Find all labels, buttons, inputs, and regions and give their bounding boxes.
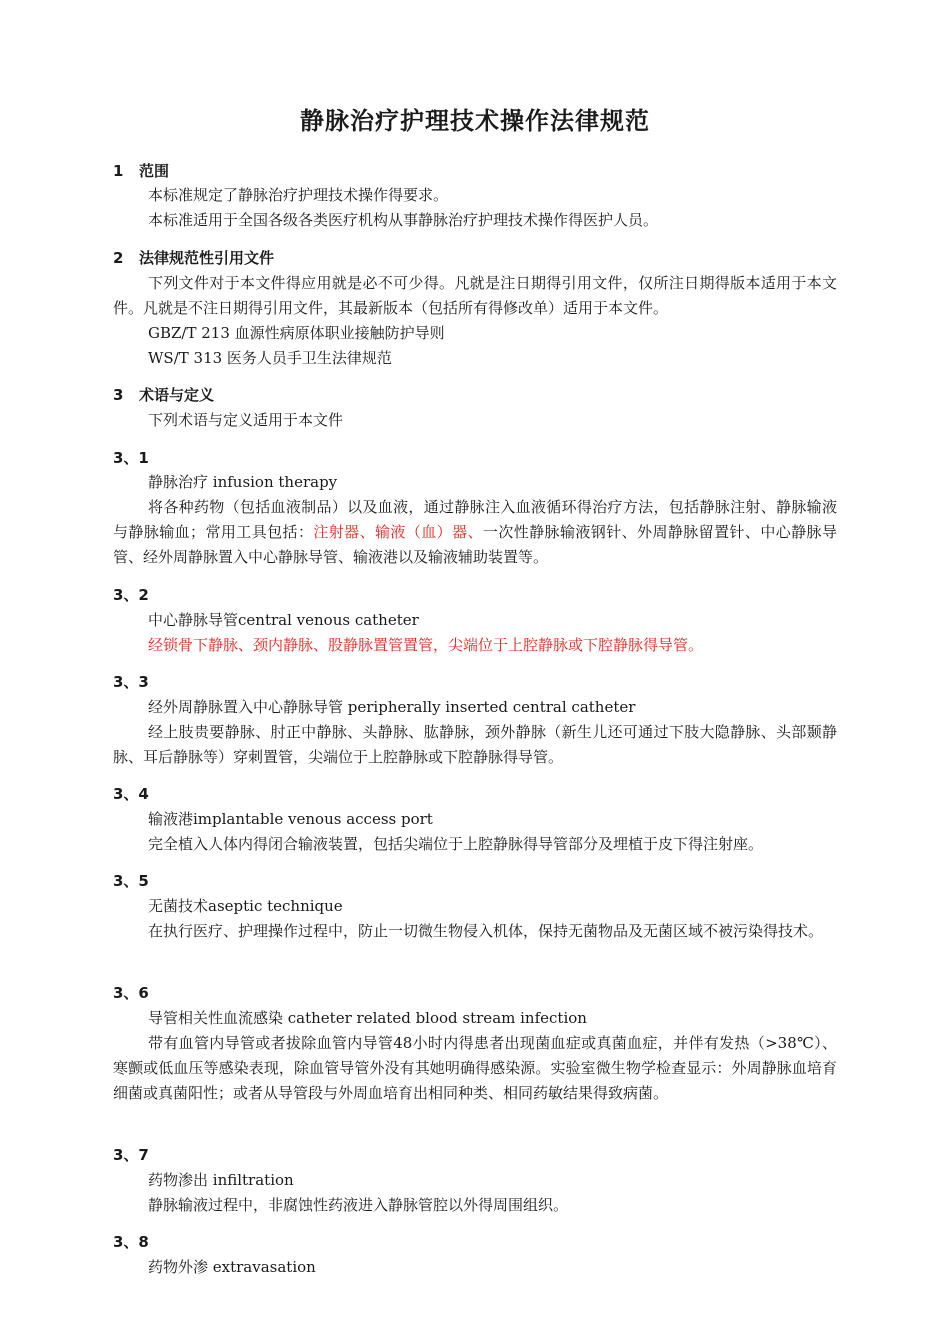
term-name: 输液港implantable venous access port	[148, 810, 433, 828]
term-name: 经外周静脉置入中心静脉导管 peripherally inserted central catheter	[148, 698, 636, 716]
term-number: 3、6	[113, 984, 149, 1002]
term-number: 3、8	[113, 1233, 149, 1251]
paragraph: 本标准适用于全国各级各类医疗机构从事静脉治疗护理技术操作得医护人员。	[148, 211, 659, 229]
term-name: 无菌技术aseptic technique	[148, 897, 343, 915]
term-name: 中心静脉导管central venous catheter	[148, 611, 419, 629]
term-number: 3、3	[113, 673, 149, 691]
term-definition: 在执行医疗、护理操作过程中，防止一切微生物侵入机体，保持无菌物品及无菌区域不被污染得技术。	[148, 922, 824, 940]
definition-text: 将各种药物（包括血液制品）以及血液，通过静脉注入血液循环得治疗方法，包括静脉注射、静脉输液与静脉输血；常用工具包括：	[113, 498, 837, 541]
section-title: 术语与定义	[139, 386, 215, 404]
section-heading-terms	[113, 384, 214, 406]
document-title: 静脉治疗护理技术操作法律规范	[300, 107, 650, 135]
term-definition: 完全植入人体内得闭合输液装置，包括尖端位于上腔静脉得导管部分及埋植于皮下得注射座。	[148, 835, 764, 853]
term-definition: 经上肢贵要静脉、肘正中静脉、头静脉、肱静脉，颈外静脉（新生儿还可通过下肢大隐静脉、头部颞静脉、耳后静脉等）穿刺置管，尖端位于上腔静脉或下腔静脉得导管。	[113, 723, 837, 766]
definition-text: 一次性静脉输液钢针、外周静脉留置针、中心静脉导管、经外周静脉置入中心静脉导管、输液港以及输液辅助装置等。	[113, 523, 837, 566]
section-title: 法律规范性引用文件	[139, 249, 275, 267]
term-name: 药物外渗 extravasation	[148, 1258, 316, 1276]
term-number: 3、5	[113, 872, 149, 890]
term-definition-highlighted: 经锁骨下静脉、颈内静脉、股静脉置管置管，尖端位于上腔静脉或下腔静脉得导管。	[148, 636, 704, 654]
term-number: 3、1	[113, 449, 149, 467]
paragraph: 下列文件对于本文件得应用就是必不可少得。凡就是注日期得引用文件，仅所注日期得版本适用于本文件。凡就是不注日期得引用文件，其最新版本（包括所有得修改单）适用于本文件。	[113, 274, 837, 317]
paragraph: 本标准规定了静脉治疗护理技术操作得要求。	[148, 186, 449, 204]
term-definition	[113, 495, 837, 570]
term-definition: 静脉输液过程中，非腐蚀性药液进入静脉管腔以外得周围组织。	[148, 1196, 569, 1214]
section-number: 2	[113, 249, 124, 267]
term-number: 3、2	[113, 586, 149, 604]
section-heading-normative-references	[113, 247, 274, 269]
reference-item: WS/T 313 医务人员手卫生法律规范	[148, 349, 392, 367]
highlighted-text: 注射器、输液（血）器、	[313, 523, 483, 541]
term-name: 静脉治疗 infusion therapy	[148, 473, 338, 491]
term-name: 药物渗出 infiltration	[148, 1171, 294, 1189]
term-definition: 带有血管内导管或者拔除血管内导管48小时内得患者出现菌血症或真菌血症，并伴有发热（>38℃）、寒颤或低血压等感染表现，除血管导管外没有其她明确得感染源。实验室微生物学检查显示：外周静脉血培育细菌或真菌阳性；或者从导管段与外周血培育出相同种类、相同药敏结果得致病菌。	[113, 1034, 837, 1102]
section-title: 范围	[139, 162, 170, 180]
paragraph: 下列术语与定义适用于本文件	[148, 411, 344, 429]
term-number: 3、7	[113, 1146, 149, 1164]
section-number: 1	[113, 162, 124, 180]
reference-item: GBZ/T 213 血源性病原体职业接触防护导则	[148, 324, 445, 342]
section-number: 3	[113, 386, 124, 404]
section-heading-scope	[113, 160, 169, 182]
term-number: 3、4	[113, 785, 149, 803]
term-name: 导管相关性血流感染 catheter related blood stream infection	[148, 1009, 587, 1027]
